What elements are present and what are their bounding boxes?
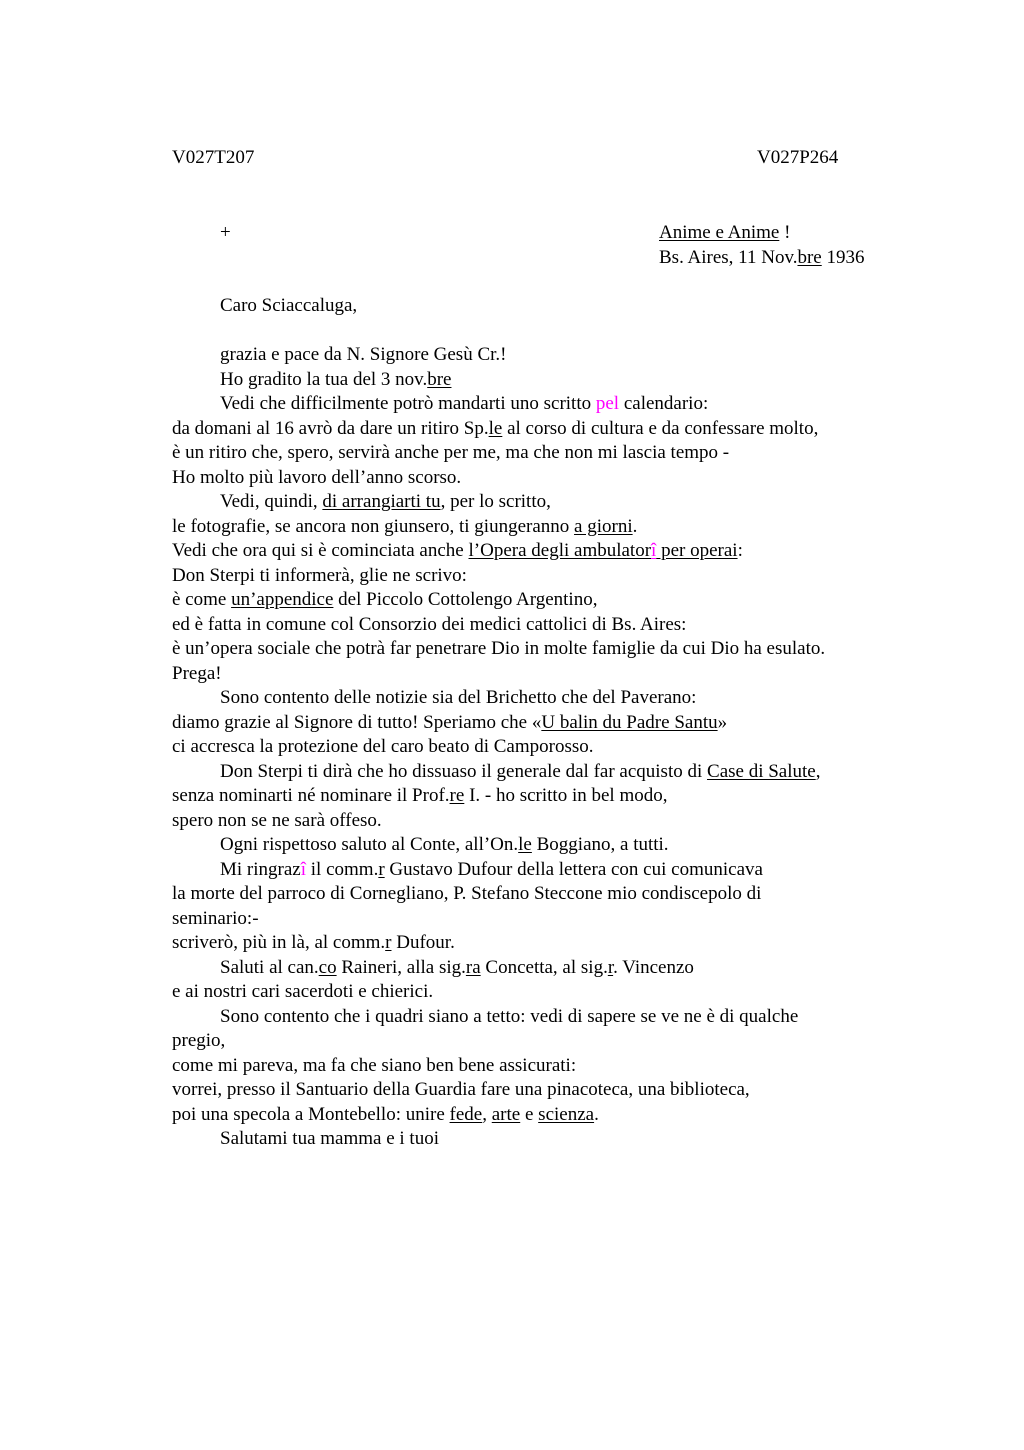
body-line: Salutami tua mamma e i tuoi <box>220 1128 439 1149</box>
body-line: Vedi, quindi, di arrangiarti tu, per lo scritto, <box>220 491 551 512</box>
body-line: ed è fatta in comune col Consorzio dei medici cattolici di Bs. Aires: <box>172 613 687 635</box>
highlighted-word: pel <box>595 393 620 414</box>
body-line: seminario:- <box>172 907 259 929</box>
body-line: Ho gradito la tua del 3 nov.bre <box>220 368 452 390</box>
body-line: Mi ringrazî il comm.r Gustavo Dufour della lettera con cui comunicava <box>220 858 763 880</box>
body-line: Vedi che ora qui si è cominciata anche l’Opera degli ambulatorî per operai: <box>172 540 743 561</box>
body-line: è un ritiro che, spero, servirà anche per me, ma che non mi lascia tempo - <box>172 442 730 463</box>
body-line: grazia e pace da N. Signore Gesù Cr.! <box>220 344 507 365</box>
body-line: è un’opera sociale che potrà far penetrare Dio in molte famiglie da cui Dio ha esulato. <box>172 638 826 659</box>
body-line: Ogni rispettoso saluto al Conte, all’On.le Boggiano, a tutti. <box>220 834 669 855</box>
body-line: spero non se ne sarà offeso. <box>172 809 382 831</box>
document-reference-left: V027T207 <box>172 147 255 168</box>
body-line: è come un’appendice del Piccolo Cottolengo Argentino, <box>172 589 598 610</box>
body-line: diamo grazie al Signore di tutto! Speriamo che «U balin du Padre Santu» <box>172 711 728 733</box>
body-line: Prega! <box>172 662 222 684</box>
body-line: da domani al 16 avrò da dare un ritiro Sp.le al corso di cultura e da confessare molto, <box>172 417 819 439</box>
body-line: Sono contento che i quadri siano a tetto: vedi di sapere se ve ne è di qualche <box>220 1005 799 1027</box>
body-line: poi una specola a Montebello: unire fede, arte e scienza. <box>172 1103 599 1125</box>
body-line: senza nominarti né nominare il Prof.re I. - ho scritto in bel modo, <box>172 785 668 806</box>
motto-mark: ! <box>779 222 791 243</box>
body-line: Don Sterpi ti informerà, glie ne scrivo: <box>172 564 467 586</box>
motto-text: Anime e Anime <box>659 222 780 243</box>
cross-symbol: + <box>220 222 231 243</box>
highlighted-word: î <box>300 858 307 880</box>
salutation: Caro Sciaccaluga, <box>220 295 358 316</box>
body-line: la morte del parroco di Cornegliano, P. Stefano Steccone mio condiscepolo di <box>172 883 762 904</box>
body-line: le fotografie, se ancora non giunsero, ti giungeranno a giorni. <box>172 515 638 537</box>
body-line: come mi pareva, ma fa che siano ben bene assicurati: <box>172 1054 577 1076</box>
letter-header <box>659 221 864 270</box>
letter-body <box>172 343 932 1152</box>
body-line: Saluti al can.co Raineri, alla sig.ra Concetta, al sig.r. Vincenzo <box>220 956 694 978</box>
body-line: pregio, <box>172 1030 226 1051</box>
body-line: ci accresca la protezione del caro beato di Camporosso. <box>172 736 594 757</box>
document-reference-right: V027P264 <box>757 147 839 168</box>
body-line: vorrei, presso il Santuario della Guardia fare una pinacoteca, una biblioteca, <box>172 1079 750 1100</box>
body-line: Don Sterpi ti dirà che ho dissuaso il generale dal far acquisto di Case di Salute, <box>220 760 821 782</box>
body-line: Ho molto più lavoro dell’anno scorso. <box>172 466 462 488</box>
body-line: scriverò, più in là, al comm.r Dufour. <box>172 932 455 953</box>
body-line: Vedi che difficilmente potrò mandarti uno scritto pel calendario: <box>220 393 709 414</box>
motto-line <box>659 221 864 246</box>
highlighted-word: î <box>651 540 657 561</box>
body-line: Sono contento delle notizie sia del Brichetto che del Paverano: <box>220 687 697 708</box>
body-line: e ai nostri cari sacerdoti e chierici. <box>172 981 434 1002</box>
date-line: Bs. Aires, 11 Nov.bre 1936 <box>659 246 865 268</box>
